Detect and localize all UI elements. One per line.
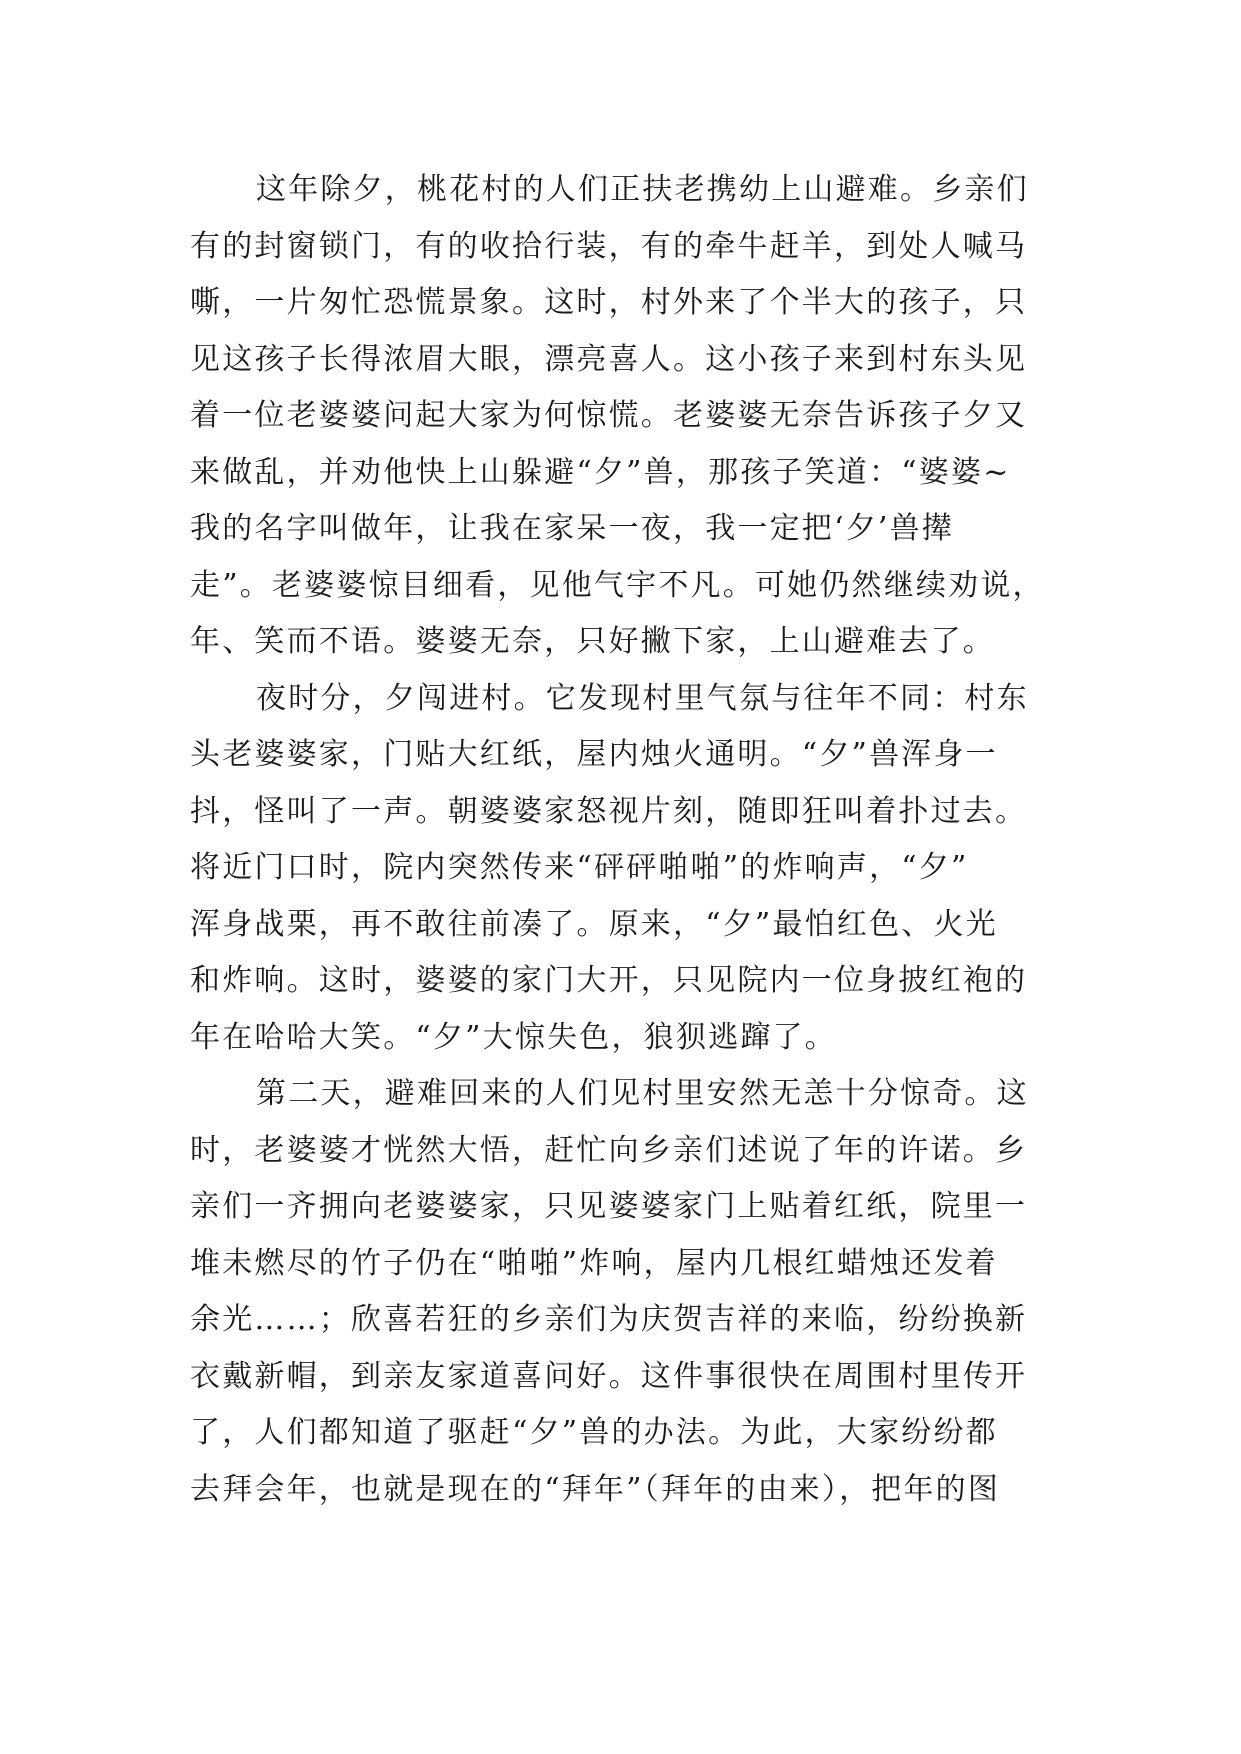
paragraph-3-line-6: 衣戴新帽，到亲友家道喜问好。这件事很快在周围村里传开 [190,1358,1028,1394]
paragraph-1-line-6: 来做乱，并劝他快上山躲避“夕”兽，那孩子笑道：“婆婆~ [190,454,1011,490]
paragraph-1-line-5: 着一位老婆婆问起大家为何惊慌。老婆婆无奈告诉孩子夕又 [190,398,1028,433]
paragraph-1-line-4: 见这孩子长得浓眉大眼，漂亮喜人。这小孩子来到村东头见 [190,341,1028,377]
paragraph-1-line-9: 年、笑而不语。婆婆无奈，只好撇下家，上山避难去了。 [190,624,995,659]
paragraph-3-line-2: 时，老婆婆才恍然大悟，赶忙向乡亲们述说了年的许诺。乡 [190,1132,1028,1168]
paragraph-1-line-1: 这年除夕，桃花村的人们正扶老携幼上山避难。乡亲们 [256,172,1029,207]
paragraph-2-line-4: 将近门口时，院内突然传来“砰砰啪啪”的炸响声，“夕” [190,850,969,885]
paragraph-3-line-7: 了，人们都知道了驱赶“夕”兽的办法。为此，大家纷纷都 [190,1415,998,1450]
paragraph-3-line-3: 亲们一齐拥向老婆婆家，只见婆婆家门上贴着红纸，院里一 [190,1189,1028,1224]
paragraph-3-line-8: 去拜会年，也就是现在的“拜年”（拜年的由来），把年的图 [190,1471,1001,1507]
paragraph-2-line-7: 年在哈哈大笑。“夕”大惊失色，狼狈逃蹿了。 [190,1019,837,1055]
paragraph-2-line-5: 浑身战栗，再不敢往前凑了。原来，“夕”最怕红色、火光 [190,906,998,942]
body-text [190,162,1070,1518]
paragraph-2-line-2: 头老婆婆家，门贴大红纸，屋内烛火通明。“夕”兽浑身一 [190,737,998,772]
paragraph-3-line-4: 堆未燃尽的竹子仍在“啪啪”炸响，屋内几根红蜡烛还发着 [190,1245,998,1281]
paragraph-1-line-7: 我的名字叫做年，让我在家呆一夜，我一定把‘夕’兽撵 [190,511,955,546]
paragraph-1-line-3: 嘶，一片匆忙恐慌景象。这时，村外来了个半大的孩子，只 [190,285,1028,320]
paragraph-3-line-1: 第二天，避难回来的人们见村里安然无恙十分惊奇。这 [256,1076,1029,1111]
paragraph-2-line-6: 和炸响。这时，婆婆的家门大开，只见院内一位身披红袍的 [190,963,1028,998]
paragraph-3-line-5: 余光……；欣喜若狂的乡亲们为庆贺吉祥的来临，纷纷换新 [190,1302,1028,1337]
paragraph-1-line-2: 有的封窗锁门，有的收拾行装，有的牵牛赶羊，到处人喊马 [190,228,1028,264]
paragraph-2-line-3: 抖，怪叫了一声。朝婆婆家怒视片刻，随即狂叫着扑过去。 [190,793,1028,829]
paragraph-2-line-1: 夜时分，夕闯进村。它发现村里气氛与往年不同：村东 [256,680,1029,716]
paragraph-1-line-8: 走”。老婆婆惊目细看，见他气宇不凡。可她仍然继续劝说， [190,567,1045,603]
